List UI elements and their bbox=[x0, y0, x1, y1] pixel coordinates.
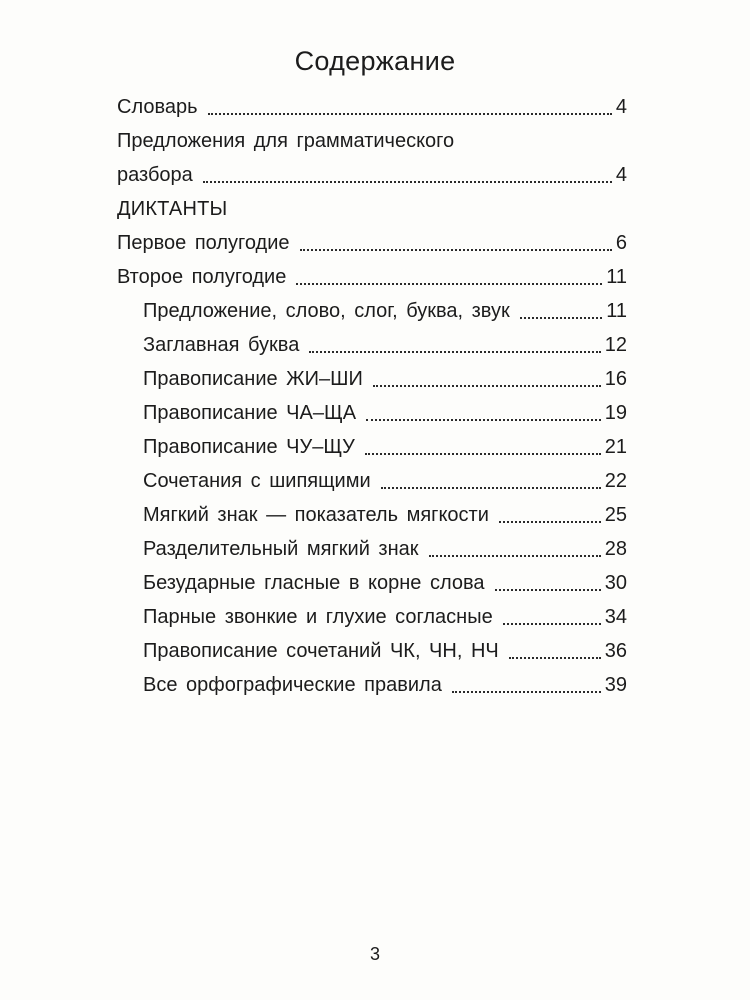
toc-subentry bbox=[117, 600, 627, 634]
dot-leader bbox=[499, 521, 601, 523]
toc-entry-label: Заглавная буква bbox=[143, 334, 300, 356]
dot-leader bbox=[203, 181, 612, 183]
dot-leader bbox=[373, 385, 601, 387]
toc-entry-label: разбора bbox=[117, 164, 193, 186]
toc-entry-page: 6 bbox=[615, 232, 627, 254]
toc-subentry bbox=[117, 498, 627, 532]
toc-entry-label: Безударные гласные в корне слова bbox=[143, 572, 485, 594]
toc-entry-page: 16 bbox=[604, 368, 627, 390]
toc-entry-label: Первое полугодие bbox=[117, 232, 290, 254]
toc-entry-page: 25 bbox=[604, 504, 627, 526]
toc-entry-label: Разделительный мягкий знак bbox=[143, 538, 419, 560]
toc-entry-page: 4 bbox=[615, 96, 627, 118]
toc-subentry bbox=[117, 634, 627, 668]
toc-entry-label-line1: Предложения для грамматического bbox=[117, 130, 455, 152]
toc-section-label: ДИКТАНТЫ bbox=[117, 198, 228, 220]
toc-entry-page: 12 bbox=[604, 334, 627, 356]
toc-subentry bbox=[117, 668, 627, 702]
toc-entry-label: Предложение, слово, слог, буква, звук bbox=[143, 300, 510, 322]
toc-entry-label: Правописание ЧА–ЩА bbox=[143, 402, 357, 424]
toc-entry bbox=[117, 226, 627, 260]
toc-entry-label: Словарь bbox=[117, 96, 198, 118]
toc-entry-page: 11 bbox=[606, 266, 627, 288]
toc-entry-label: Парные звонкие и глухие согласные bbox=[143, 606, 493, 628]
toc-entry-page: 30 bbox=[604, 572, 627, 594]
toc-entry-label: Правописание ЧУ–ЩУ bbox=[143, 436, 355, 458]
toc-entry-page: 21 bbox=[604, 436, 627, 458]
toc-subentry bbox=[117, 294, 627, 328]
toc-subentry bbox=[117, 362, 627, 396]
toc-entry-page: 4 bbox=[615, 164, 627, 186]
toc-entry-label: Все орфографические правила bbox=[143, 674, 442, 696]
dot-leader bbox=[296, 283, 602, 285]
toc-entry-page: 39 bbox=[604, 674, 627, 696]
toc-entry-page: 22 bbox=[604, 470, 627, 492]
toc-subentry bbox=[117, 430, 627, 464]
toc-entry-label: Мягкий знак — показатель мягкости bbox=[143, 504, 489, 526]
page-title: Содержание bbox=[294, 46, 456, 76]
toc-subentry bbox=[117, 566, 627, 600]
table-of-contents bbox=[117, 90, 627, 702]
toc-subentry bbox=[117, 464, 627, 498]
dot-leader bbox=[300, 249, 612, 251]
dot-leader bbox=[509, 657, 601, 659]
toc-subentry bbox=[117, 532, 627, 566]
toc-entry bbox=[117, 260, 627, 294]
toc-entry-label: Сочетания с шипящими bbox=[143, 470, 371, 492]
page-number: 3 bbox=[369, 944, 380, 964]
dot-leader bbox=[503, 623, 601, 625]
dot-leader bbox=[429, 555, 601, 557]
toc-entry bbox=[117, 90, 627, 124]
toc-subentry bbox=[117, 396, 627, 430]
toc-entry-label: Правописание ЖИ–ШИ bbox=[143, 368, 363, 390]
dot-leader bbox=[381, 487, 601, 489]
toc-entry-page: 19 bbox=[604, 402, 627, 424]
toc-entry-page: 36 bbox=[604, 640, 627, 662]
dot-leader bbox=[495, 589, 601, 591]
toc-subentry bbox=[117, 328, 627, 362]
dot-leader bbox=[309, 351, 600, 353]
toc-entry bbox=[117, 158, 627, 192]
toc-entry-label: Правописание сочетаний ЧК, ЧН, НЧ bbox=[143, 640, 499, 662]
toc-section-heading bbox=[117, 192, 627, 226]
toc-entry-page: 34 bbox=[604, 606, 627, 628]
toc-entry-page: 28 bbox=[604, 538, 627, 560]
dot-leader bbox=[365, 453, 601, 455]
toc-entry-label: Второе полугодие bbox=[117, 266, 287, 288]
dot-leader bbox=[452, 691, 601, 693]
dot-leader bbox=[366, 419, 601, 421]
dot-leader bbox=[520, 317, 602, 319]
toc-entry-page: 11 bbox=[606, 300, 627, 322]
dot-leader bbox=[208, 113, 612, 115]
